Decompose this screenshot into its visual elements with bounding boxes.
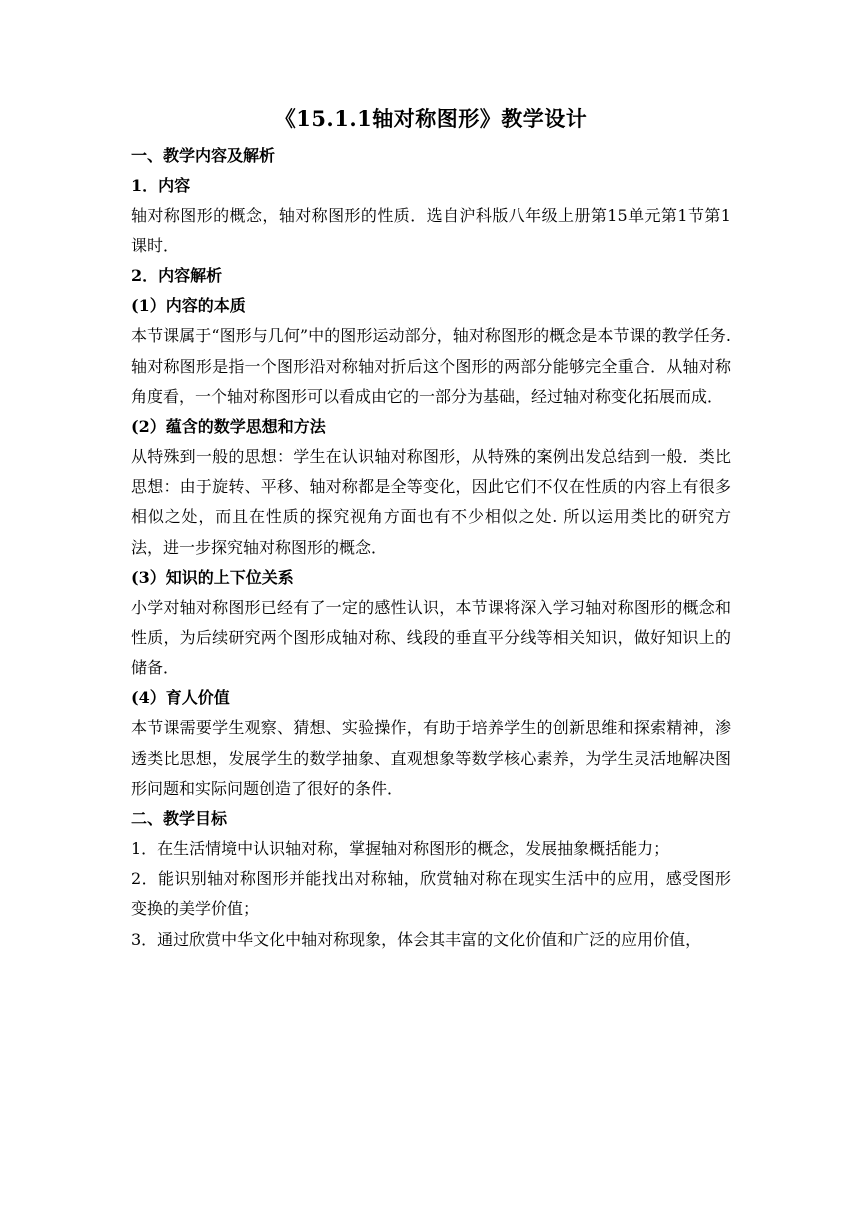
- section-heading-content-analysis: 一、教学内容及解析: [131, 146, 276, 165]
- paragraph-essence: 本节课属于“图形与几何”中的图形运动部分，轴对称图形的概念是本节课的教学任务.轴对称图形是指一个图形沿对称轴对折后这个图形的两部分能够完全重合．从轴对称角度看，一个轴对称图形可以看成由它的一部分为基础，经过轴对称变化拓展而成．: [131, 326, 731, 406]
- paragraph-education-value: 本节课需要学生观察、猜想、实验操作，有助于培养学生的创新思维和探索精神，渗透类比思想，发展学生的数学抽象、直观想象等数学核心素养，为学生灵活地解决图形问题和实际问题创造了很好的条件．: [131, 718, 731, 798]
- item-heading-math-thinking: (2）蕴含的数学思想和方法: [131, 417, 326, 437]
- paragraph-math-thinking: 从特殊到一般的思想：学生在认识轴对称图形，从特殊的案例出发总结到一般．类比思想：由于旋转、平移、轴对称都是全等变化，因此它们不仅在性质的内容上有很多相似之处，而且在性质的探究视角方面也有不少相似之处. 所以运用类比的研究方法，进一步探究轴对称图形的概念．: [131, 447, 731, 557]
- document-title: 《15.1.1轴对称图形》教学设计: [274, 106, 588, 131]
- section-heading-teaching-goals: 二、教学目标: [131, 809, 228, 829]
- item-heading-essence: (1）内容的本质: [131, 296, 246, 316]
- subsection-heading-content: 1．内容: [131, 176, 191, 195]
- goal-item-2: 2．能识别轴对称图形并能找出对称轴，欣赏轴对称在现实生活中的应用，感受图形变换的美学价值；: [131, 869, 731, 919]
- item-heading-education-value: (4）育人价值: [131, 688, 230, 708]
- paragraph-knowledge-relation: 小学对轴对称图形已经有了一定的感性认识，本节课将深入学习轴对称图形的概念和性质，为后续研究两个图形成轴对称、线段的垂直平分线等相关知识，做好知识上的储备．: [131, 597, 731, 678]
- paragraph-content: 轴对称图形的概念，轴对称图形的性质．选自沪科版八年级上册第15单元第1节第1课时．: [131, 206, 731, 256]
- document-body: [131, 103, 731, 955]
- item-heading-knowledge-relation: (3）知识的上下位关系: [131, 567, 294, 587]
- subsection-heading-content-analysis: 2．内容解析: [131, 266, 223, 286]
- goal-item-3: 3．通过欣赏中华文化中轴对称现象，体会其丰富的文化价值和广泛的应用价值，: [131, 929, 702, 949]
- goal-item-1: 1．在生活情境中认识轴对称，掌握轴对称图形的概念，发展抽象概括能力；: [131, 839, 670, 859]
